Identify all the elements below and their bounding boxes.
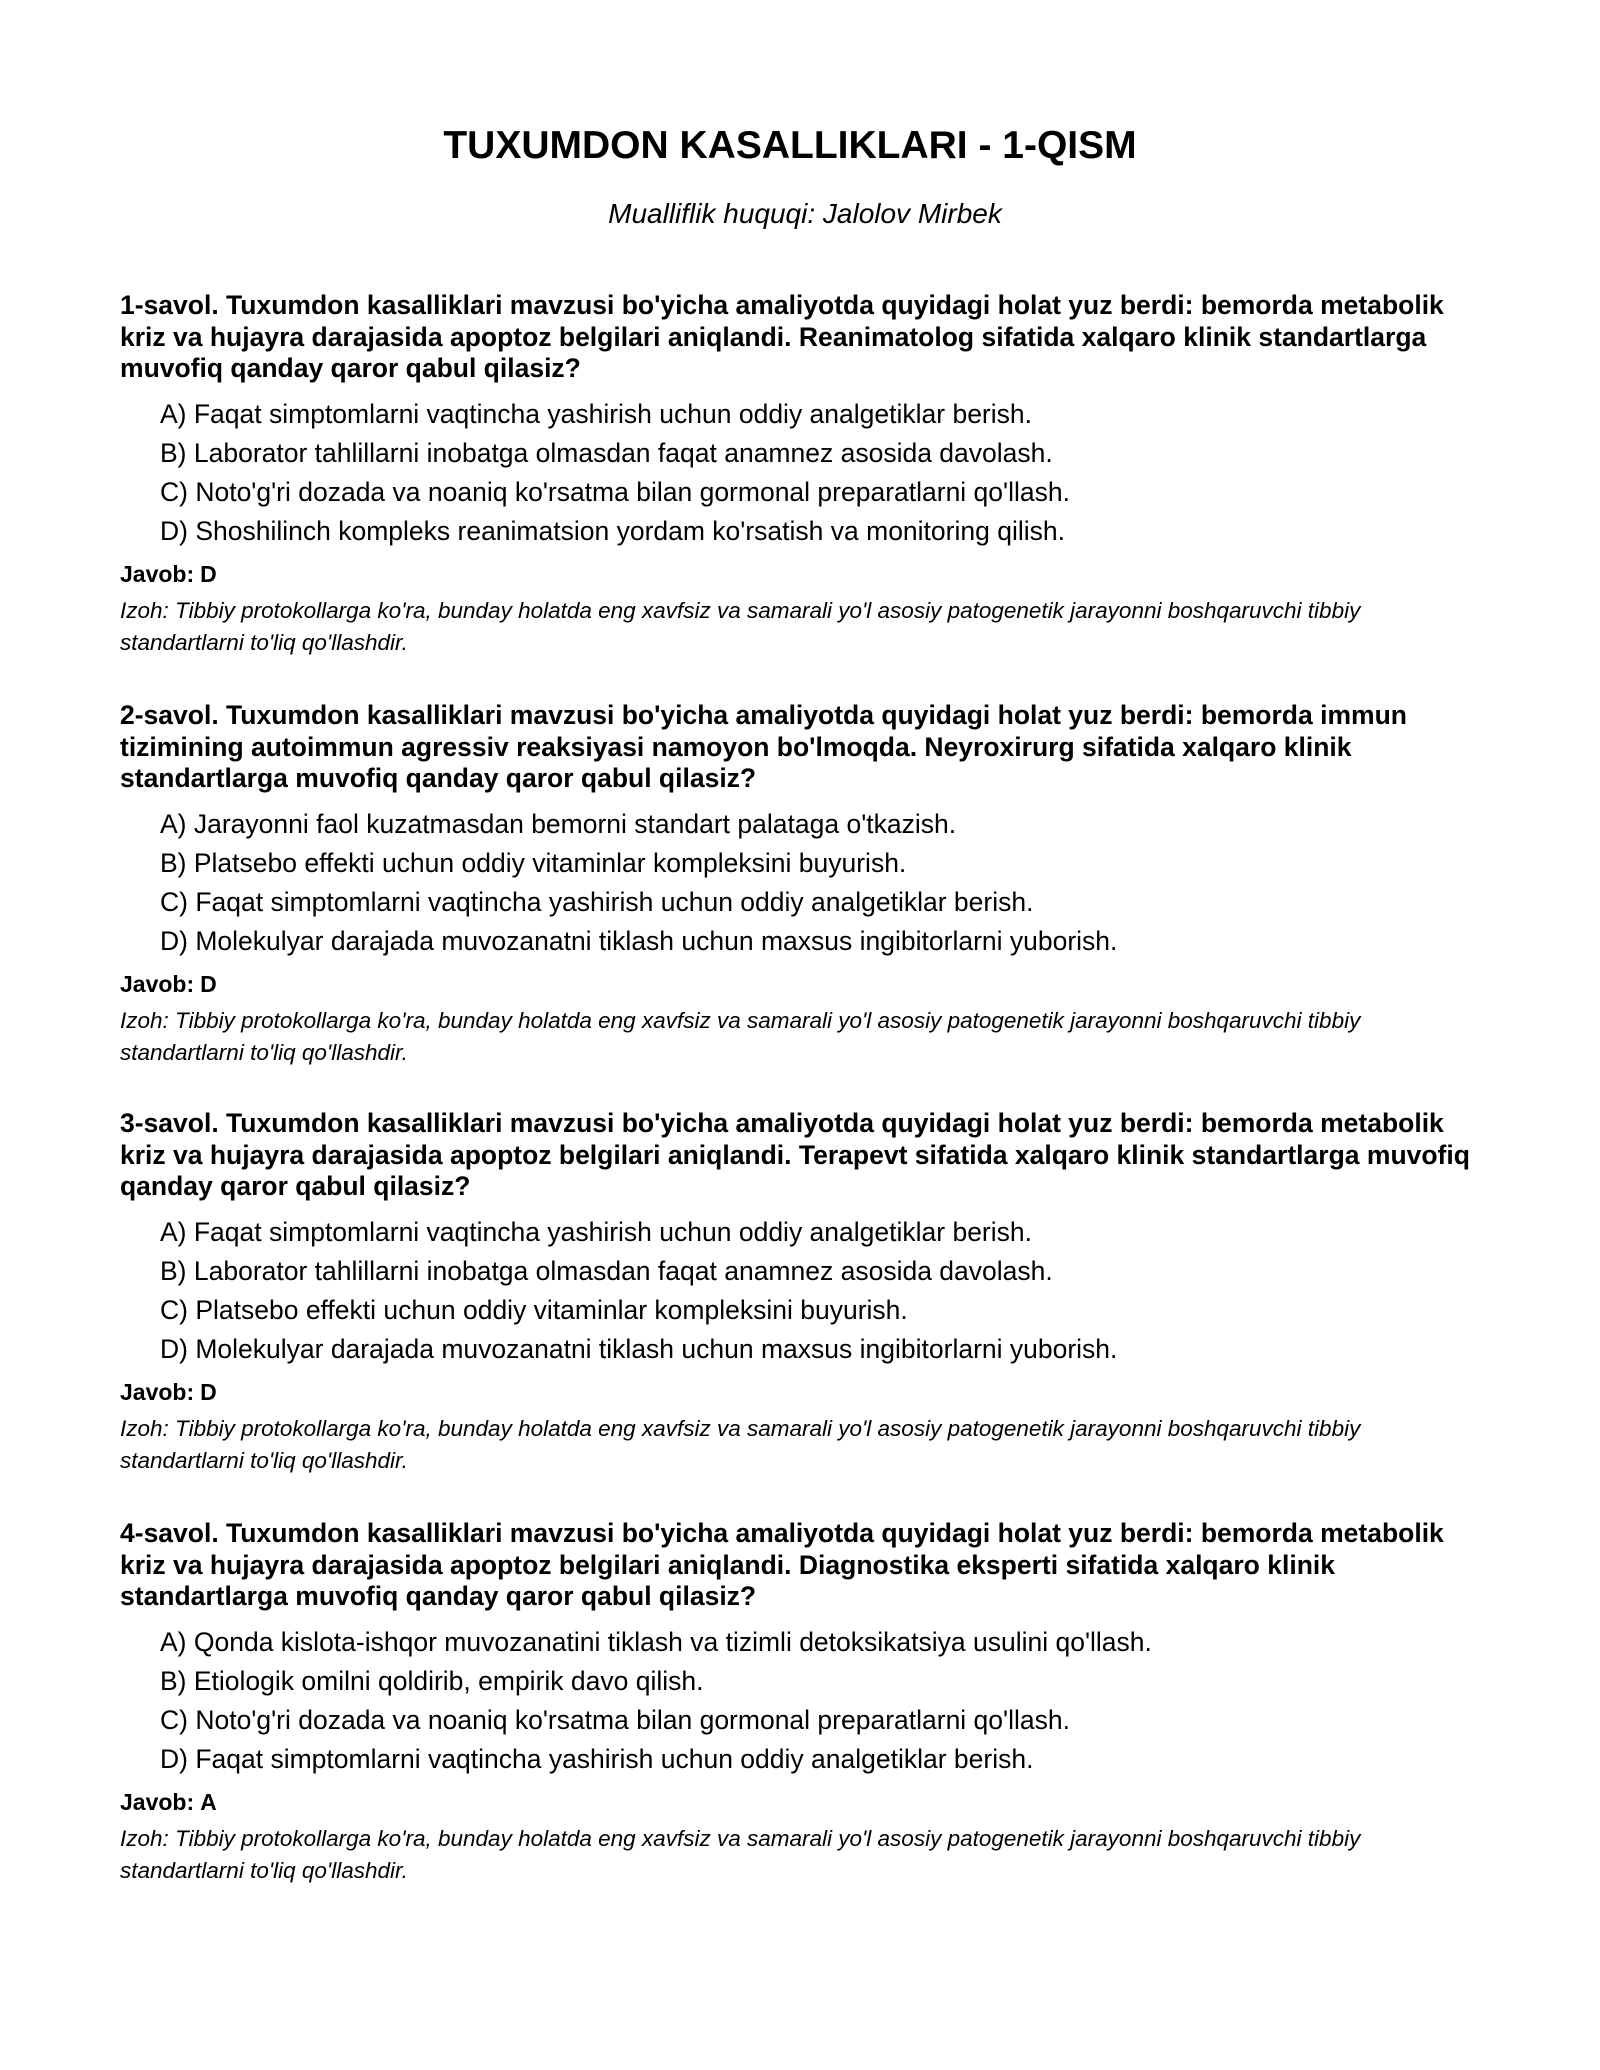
- option-a: A) Faqat simptomlarni vaqtincha yashirish uchun oddiy analgetiklar berish.: [160, 1216, 1032, 1247]
- options-list: [120, 1623, 1490, 1779]
- option-d: D) Faqat simptomlarni vaqtincha yashirish uchun oddiy analgetiklar berish.: [160, 1743, 1034, 1774]
- answer-value: D: [200, 560, 217, 587]
- option-d: D) Shoshilinch kompleks reanimatsion yordam ko'rsatish va monitoring qilish.: [160, 515, 1065, 546]
- question-4: [120, 1518, 1490, 1887]
- option-d: D) Molekulyar darajada muvozanatni tiklash uchun maxsus ingibitorlarni yuborish.: [160, 1333, 1118, 1364]
- answer-line: [120, 1787, 1490, 1817]
- page-title: TUXUMDON KASALLIKLARI - 1-QISM: [443, 124, 1137, 167]
- question-text: 2-savol. Tuxumdon kasalliklari mavzusi bo'yicha amaliyotda quyidagi holat yuz berdi: bemorda immun tizimining autoimmun agressiv reaksiyasi namoyon bo'lmoqda. Neyroxirurg sifatida xalqaro klinik standartlarga muvofiq qanday qaror qabul qilasiz?: [120, 700, 1407, 793]
- options-list: [120, 395, 1490, 551]
- question-text: 3-savol. Tuxumdon kasalliklari mavzusi bo'yicha amaliyotda quyidagi holat yuz berdi: bemorda metabolik kriz va hujayra darajasida apoptoz belgilari aniqlandi. Terapevt sifatida xalqaro klinik standartlarga muvofiq qanday qaror qabul qilasiz?: [120, 1108, 1470, 1201]
- question-text: 1-savol. Tuxumdon kasalliklari mavzusi bo'yicha amaliyotda quyidagi holat yuz berdi: bemorda metabolik kriz va hujayra darajasida apoptoz belgilari aniqlandi. Reanimatolog sifatida xalqaro klinik standartlarga muvofiq qanday qaror qabul qilasiz?: [120, 290, 1444, 383]
- question-1: [120, 290, 1490, 659]
- option-c: C) Noto'g'ri dozada va noaniq ko'rsatma bilan gormonal preparatlarni qo'llash.: [160, 476, 1070, 507]
- option-a: A) Jarayonni faol kuzatmasdan bemorni standart palataga o'tkazish.: [160, 808, 957, 839]
- option-b: B) Platsebo effekti uchun oddiy vitaminlar kompleksini buyurish.: [160, 847, 907, 878]
- explanation-note: Izoh: Tibbiy protokollarga ko'ra, bunday holatda eng xavfsiz va samarali yo'l asosiy patogenetik jarayonni boshqaruvchi tibbiy standartlarni to'liq qo'llashdir.: [120, 1007, 1361, 1065]
- question-text: 4-savol. Tuxumdon kasalliklari mavzusi bo'yicha amaliyotda quyidagi holat yuz berdi: bemorda metabolik kriz va hujayra darajasida apoptoz belgilari aniqlandi. Diagnostika eksperti sifatida xalqaro klinik standartlarga muvofiq qanday qaror qabul qilasiz?: [120, 1518, 1444, 1611]
- option-b: B) Laborator tahlillarni inobatga olmasdan faqat anamnez asosida davolash.: [160, 1255, 1053, 1286]
- answer-line: [120, 559, 1490, 589]
- answer-label: Javob:: [120, 970, 195, 997]
- answer-label: Javob:: [120, 1378, 195, 1405]
- answer-label: Javob:: [120, 1788, 195, 1815]
- option-b: B) Etiologik omilni qoldirib, empirik davo qilish.: [160, 1665, 704, 1696]
- option-d: D) Molekulyar darajada muvozanatni tiklash uchun maxsus ingibitorlarni yuborish.: [160, 925, 1118, 956]
- explanation-note: Izoh: Tibbiy protokollarga ko'ra, bunday holatda eng xavfsiz va samarali yo'l asosiy patogenetik jarayonni boshqaruvchi tibbiy standartlarni to'liq qo'llashdir.: [120, 597, 1361, 655]
- answer-line: [120, 1377, 1490, 1407]
- option-c: C) Noto'g'ri dozada va noaniq ko'rsatma bilan gormonal preparatlarni qo'llash.: [160, 1704, 1070, 1735]
- answer-value: D: [200, 970, 217, 997]
- answer-value: A: [200, 1788, 217, 1815]
- option-c: C) Platsebo effekti uchun oddiy vitaminlar kompleksini buyurish.: [160, 1294, 908, 1325]
- copyright-subtitle: Mualliflik huquqi: Jalolov Mirbek: [608, 198, 1002, 229]
- option-a: A) Qonda kislota-ishqor muvozanatini tiklash va tizimli detoksikatsiya usulini qo'llash.: [160, 1626, 1152, 1657]
- question-2: [120, 700, 1490, 1069]
- option-c: C) Faqat simptomlarni vaqtincha yashirish uchun oddiy analgetiklar berish.: [160, 886, 1034, 917]
- options-list: [120, 1213, 1490, 1369]
- answer-label: Javob:: [120, 560, 195, 587]
- option-b: B) Laborator tahlillarni inobatga olmasdan faqat anamnez asosida davolash.: [160, 437, 1053, 468]
- option-a: A) Faqat simptomlarni vaqtincha yashirish uchun oddiy analgetiklar berish.: [160, 398, 1032, 429]
- document-page: [120, 118, 1490, 234]
- explanation-note: Izoh: Tibbiy protokollarga ko'ra, bunday holatda eng xavfsiz va samarali yo'l asosiy patogenetik jarayonni boshqaruvchi tibbiy standartlarni to'liq qo'llashdir.: [120, 1825, 1361, 1883]
- options-list: [120, 805, 1490, 961]
- question-3: [120, 1108, 1490, 1477]
- answer-line: [120, 969, 1490, 999]
- answer-value: D: [200, 1378, 217, 1405]
- explanation-note: Izoh: Tibbiy protokollarga ko'ra, bunday holatda eng xavfsiz va samarali yo'l asosiy patogenetik jarayonni boshqaruvchi tibbiy standartlarni to'liq qo'llashdir.: [120, 1415, 1361, 1473]
